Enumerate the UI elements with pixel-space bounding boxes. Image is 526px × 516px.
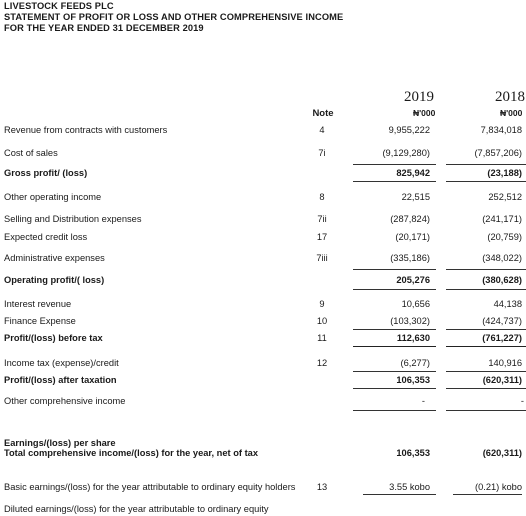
eps-underline — [453, 494, 522, 495]
row-label: Earnings/(loss) per share — [4, 438, 116, 448]
row-basic-eps — [0, 480, 526, 494]
subtotal-line — [353, 388, 436, 389]
value-2019: (287,824) — [390, 214, 430, 224]
row-note: 10 — [316, 316, 328, 326]
value-2018: - — [520, 396, 524, 406]
subtotal-line — [446, 346, 526, 347]
value-2019: 9,955,222 — [388, 125, 430, 135]
value-2019: (6,277) — [400, 358, 430, 368]
row-expected-credit-loss — [0, 230, 526, 244]
row-note: 4 — [319, 125, 325, 135]
diluted-eps-cutoff-text: Diluted earnings/(loss) for the year attributable to ordinary equity — [4, 504, 269, 514]
row-label: Profit/(loss) before tax — [4, 333, 103, 343]
value-2018: (7,857,206) — [474, 148, 522, 158]
row-note: 7ii — [317, 214, 327, 224]
value-2019: - — [421, 396, 425, 406]
subtotal-line — [353, 269, 436, 270]
statement-period: FOR THE YEAR ENDED 31 DECEMBER 2019 — [4, 23, 204, 33]
value-2018: (424,737) — [482, 316, 522, 326]
value-2018: 7,834,018 — [480, 125, 522, 135]
row-label: Selling and Distribution expenses — [4, 214, 142, 224]
value-2018: (20,759) — [487, 232, 522, 242]
subtotal-line — [446, 289, 526, 290]
row-income-tax — [0, 356, 526, 370]
subtotal-line — [446, 371, 526, 372]
row-profit-after-tax — [0, 373, 526, 387]
value-2018: (380,628) — [482, 275, 522, 285]
row-administrative-expenses — [0, 251, 526, 265]
value-2019: 112,630 — [396, 333, 430, 343]
unit-2019: ₦'000 — [413, 108, 436, 118]
row-note: 7i — [318, 148, 326, 158]
row-note: 8 — [319, 192, 325, 202]
eps-underline — [363, 494, 436, 495]
value-2019: (103,302) — [390, 316, 430, 326]
row-label: Operating profit/( loss) — [4, 275, 105, 285]
value-2018: (761,227) — [482, 333, 522, 343]
row-label: Expected credit loss — [4, 232, 88, 242]
value-2019: (9,129,280) — [382, 148, 430, 158]
row-other-comprehensive-income — [0, 394, 526, 408]
row-note: 13 — [316, 482, 328, 492]
row-label: Income tax (expense)/credit — [4, 358, 119, 368]
value-2019: 106,353 — [396, 375, 430, 385]
value-2019: 22,515 — [401, 192, 430, 202]
row-revenue — [0, 123, 526, 137]
value-2018: (23,188) — [487, 168, 522, 178]
row-label: Total comprehensive income/(loss) for the year, net of tax — [4, 448, 259, 458]
row-note: 17 — [316, 232, 328, 242]
row-finance-expense — [0, 314, 526, 328]
value-2019: 106,353 — [396, 448, 430, 458]
row-note: 11 — [317, 333, 327, 343]
subtotal-line — [353, 371, 436, 372]
value-2018: 252,512 — [488, 192, 522, 202]
subtotal-line — [353, 410, 436, 411]
row-label: Administrative expenses — [4, 253, 105, 263]
row-note: 12 — [316, 358, 328, 368]
value-2019: (335,186) — [390, 253, 430, 263]
row-cost-of-sales — [0, 146, 526, 160]
subtotal-line — [353, 289, 436, 290]
value-2019: 10,656 — [401, 299, 430, 309]
subtotal-line — [353, 329, 436, 330]
subtotal-line — [446, 329, 526, 330]
row-note: 9 — [319, 299, 325, 309]
row-gross-profit — [0, 166, 526, 180]
row-selling-distribution — [0, 212, 526, 226]
row-label: Revenue from contracts with customers — [4, 125, 168, 135]
row-label: Finance Expense — [4, 316, 76, 326]
note-column-heading: Note — [312, 108, 334, 119]
row-label: Cost of sales — [4, 148, 58, 158]
value-2019: 825,942 — [396, 168, 430, 178]
row-earnings-per-share-heading — [0, 436, 526, 450]
value-2018: (241,171) — [482, 214, 522, 224]
subtotal-line — [446, 269, 526, 270]
subtotal-line — [446, 388, 526, 389]
row-note: 7iii — [316, 253, 328, 263]
value-2018: (620,311) — [482, 448, 522, 458]
row-operating-profit — [0, 273, 526, 287]
value-2018: (348,022) — [482, 253, 522, 263]
row-label: Other comprehensive income — [4, 396, 126, 406]
subtotal-line — [446, 181, 526, 182]
row-label: Other operating income — [4, 192, 102, 202]
value-2018: 44,138 — [493, 299, 522, 309]
row-label: Profit/(loss) after taxation — [4, 375, 117, 385]
unit-2018: ₦'000 — [500, 108, 523, 118]
subtotal-line — [353, 346, 436, 347]
year-2018-heading: 2018 — [495, 89, 525, 105]
value-2018: (0.21) kobo — [474, 482, 522, 492]
subtotal-line — [446, 410, 526, 411]
value-2018: (620,311) — [482, 375, 522, 385]
value-2019: (20,171) — [395, 232, 430, 242]
value-2018: 140,916 — [488, 358, 522, 368]
subtotal-line — [446, 164, 526, 165]
company-name: LIVESTOCK FEEDS PLC — [4, 1, 114, 11]
row-label: Interest revenue — [4, 299, 72, 309]
row-label: Gross profit/ (loss) — [4, 168, 88, 178]
statement-title: STATEMENT OF PROFIT OR LOSS AND OTHER COMPREHENSIVE INCOME — [4, 12, 344, 22]
year-2019-heading: 2019 — [404, 89, 434, 105]
subtotal-line — [353, 181, 436, 182]
subtotal-line — [353, 164, 436, 165]
row-label: Basic earnings/(loss) for the year attributable to ordinary equity holders — [4, 482, 296, 492]
row-profit-before-tax — [0, 331, 526, 345]
row-other-operating-income — [0, 190, 526, 204]
row-interest-revenue — [0, 297, 526, 311]
value-2019: 3.55 kobo — [389, 482, 430, 492]
value-2019: 205,276 — [396, 275, 430, 285]
